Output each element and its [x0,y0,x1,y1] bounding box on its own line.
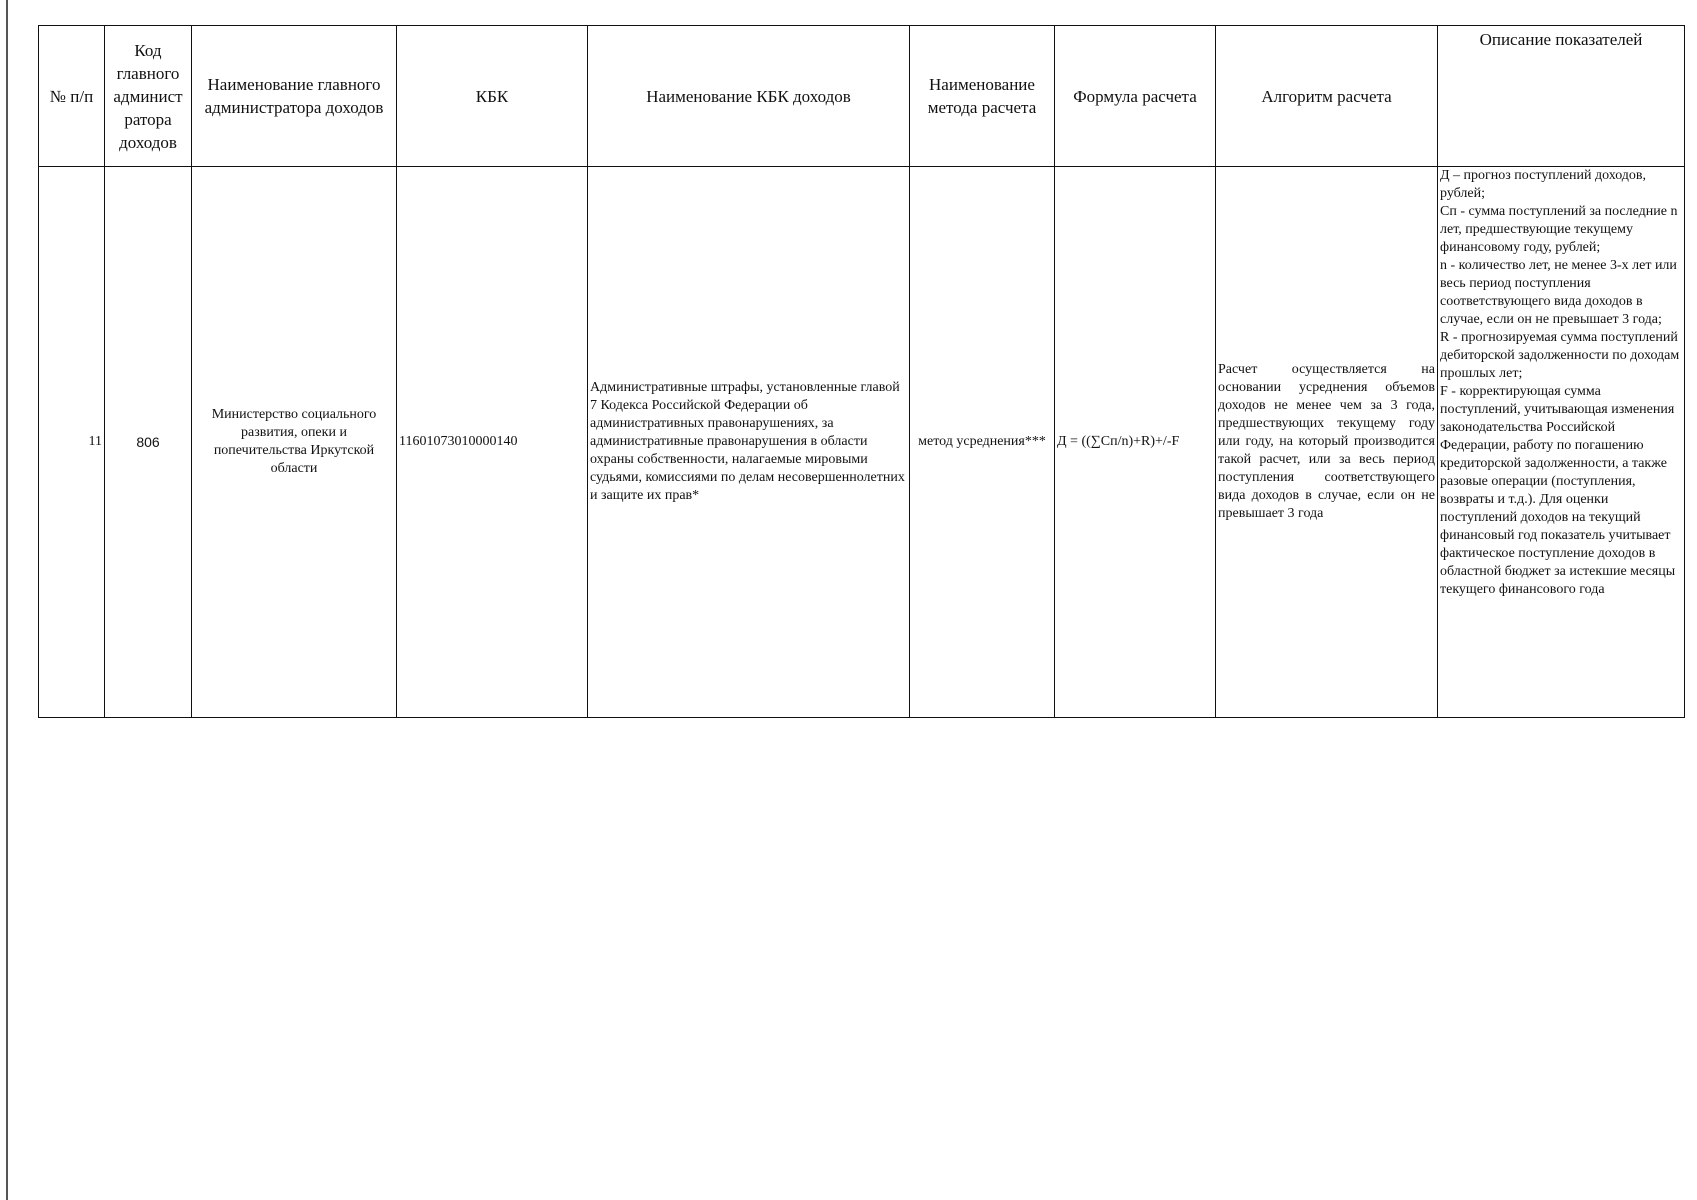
row-formula: Д = ((∑Сп/n)+R)+/-F [1055,167,1216,718]
page-margin-rule [6,0,8,1200]
description-line-f: F - корректирующая сумма поступлений, учитывающая изменения законодательства Российской Федерации, работу по погашению кредиторской задолженности, а также разовые операции (поступления, возвраты и т.д.). Для оценки поступлений доходов на текущий финансовый год показатель учитывает фактическое поступление доходов в областной бюджет за истекшие месяцы текущего финансового года [1440,384,1676,597]
row-algorithm: Расчет осуществляется на основании усреднения объемов доходов не менее чем за 3 года, предшествующих текущему году или году, на который производится такой расчет, или за весь период поступления соответствующего вида доходов в случае, если он не превышает 3 года [1216,167,1438,718]
row-method: метод усреднения*** [910,167,1055,718]
header-row [39,26,1685,167]
description-line-d: Д – прогноз поступлений доходов, рублей; [1440,168,1647,201]
table-row [39,167,1685,718]
header-method: Наименование метода расчета [910,26,1055,167]
header-kbk-name: Наименование КБК доходов [588,26,910,167]
description-line-r: R - прогнозируемая сумма поступлений дебиторской задолженности по доходам прошлых лет; [1440,330,1680,381]
row-kbk: 11601073010000140 [397,167,588,718]
header-description: Описание показателей [1438,26,1685,167]
row-description [1438,167,1685,718]
row-kbk-name: Административные штрафы, установленные главой 7 Кодекса Российской Федерации об административных правонарушениях, за административные правонарушения в области охраны собственности, налагаемые мировыми судьями, комиссиями по делам несовершеннолетних и защите их прав* [588,167,910,718]
header-admin-name: Наименование главного администратора доходов [192,26,397,167]
header-formula: Формула расчета [1055,26,1216,167]
header-num: № п/п [39,26,105,167]
description-line-n: n - количество лет, не менее 3-х лет или весь период поступления соответствующего вида доходов в случае, если он не превышает 3 года; [1440,258,1677,327]
header-algorithm: Алгоритм расчета [1216,26,1438,167]
header-kbk: КБК [397,26,588,167]
description-line-sp: Сп - сумма поступлений за последние n лет, предшествующие текущему финансовому году, рублей; [1440,204,1678,255]
revenue-forecast-table [38,25,1685,718]
row-admin-code: 806 [105,167,192,718]
row-num: 11 [39,167,105,718]
header-code: Код главного админист ратора доходов [105,26,192,167]
row-admin-name: Министерство социального развития, опеки и попечительства Иркутской области [192,167,397,718]
